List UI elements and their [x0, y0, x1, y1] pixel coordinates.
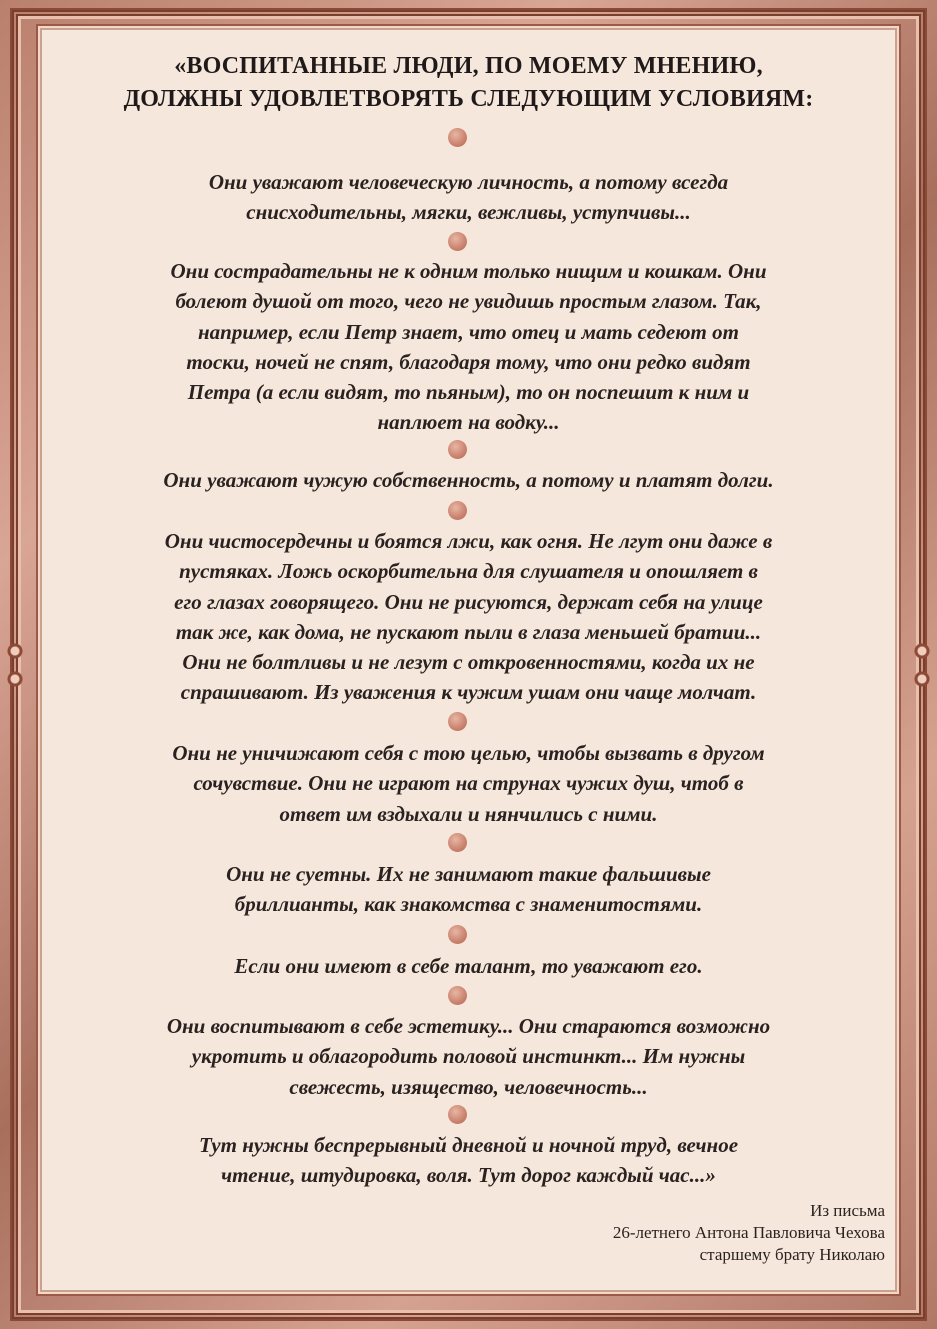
- paragraph-line: например, если Петр знает, что отец и мать седеют от: [198, 319, 739, 344]
- source-signature: [613, 1200, 885, 1266]
- paragraph-line: Они уважают чужую собственность, а потому и платят долги.: [163, 468, 774, 492]
- bullet-dot: [448, 232, 467, 251]
- paragraph-line: Петра (а если видят, то пьяным), то он поспешит к ним и: [187, 380, 750, 405]
- paragraph-line: наплюет на водку...: [377, 410, 560, 435]
- paragraph-3: [42, 465, 895, 495]
- paragraph-line: Тут нужны беспрерывный дневной и ночной труд, вечное: [198, 1133, 739, 1157]
- paragraph-line: Они чистосердечны и боятся лжи, как огня. Не лгут они даже в: [164, 529, 773, 553]
- bullet-dot: [448, 925, 467, 944]
- document-page: [42, 30, 895, 1290]
- paragraph-line: Если они имеют в себе талант, то уважают его.: [234, 954, 703, 978]
- page-title: [42, 50, 895, 116]
- paragraph-7: [42, 951, 895, 981]
- bullet-dot: [448, 833, 467, 852]
- paragraph-line: Они сострадательны не к одним только нищим и кошкам. Они: [170, 259, 767, 283]
- paragraph-1: [42, 167, 895, 228]
- paragraph-line: чтение, штудировка, воля. Тут дорог каждый час...»: [221, 1163, 716, 1188]
- title-line-2: ДОЛЖНЫ УДОВЛЕТВОРЯТЬ СЛЕДУЮЩИМ УСЛОВИЯМ:: [123, 86, 814, 112]
- paragraph-8: [42, 1011, 895, 1102]
- paragraph-line: Они не уничижают себя с тою целью, чтобы вызвать в другом: [172, 741, 765, 765]
- title-line-1: «ВОСПИТАННЫЕ ЛЮДИ, ПО МОЕМУ МНЕНИЮ,: [174, 53, 763, 79]
- paragraph-line: снисходительны, мягки, вежливы, уступчивы...: [246, 200, 691, 225]
- paragraph-line: так же, как дома, не пускают пыли в глаза меньшей братии...: [175, 619, 762, 644]
- paragraph-line: свежесть, изящество, человечность...: [289, 1074, 648, 1099]
- paragraph-line: Они не болтливы и не лезут с откровенностями, когда их не: [182, 650, 755, 675]
- paragraph-line: бриллианты, как знакомства с знаменитостями.: [234, 892, 703, 917]
- bullet-dot: [448, 501, 467, 520]
- paragraph-line: тоски, ночей не спят, благодаря тому, что они редко видят: [186, 349, 751, 374]
- signature-line-1: Из письма: [810, 1201, 885, 1220]
- paragraph-line: Они уважают человеческую личность, а потому всегда: [208, 170, 729, 194]
- frame-ornament-left: [6, 630, 24, 700]
- frame-ornament-right: [913, 630, 931, 700]
- bullet-dot: [448, 986, 467, 1005]
- paragraph-line: сочувствие. Они не играют на струнах чужих душ, чтоб в: [193, 771, 744, 796]
- bullet-dot: [448, 712, 467, 731]
- paragraph-6: [42, 859, 895, 920]
- bullet-dot: [448, 440, 467, 459]
- paragraph-4: [42, 526, 895, 708]
- paragraph-9: [42, 1130, 895, 1191]
- paragraph-line: болеют душой от того, чего не увидишь простым глазом. Так,: [175, 289, 762, 314]
- signature-line-3: старшему брату Николаю: [699, 1245, 885, 1264]
- signature-line-2: 26-летнего Антона Павловича Чехова: [612, 1223, 885, 1242]
- paragraph-line: Они не суетны. Их не занимают такие фальшивые: [226, 862, 711, 886]
- paragraph-5: [42, 738, 895, 829]
- paragraph-line: ответ им вздыхали и нянчились с ними.: [279, 801, 658, 826]
- paragraph-line: укротить и облагородить половой инстинкт... Им нужны: [191, 1044, 746, 1069]
- paragraph-line: спрашивают. Из уважения к чужим ушам они чаще молчат.: [180, 680, 757, 705]
- paragraph-line: его глазах говорящего. Они не рисуются, держат себя на улице: [174, 589, 763, 614]
- paragraph-line: пустяках. Ложь оскорбительна для слушателя и опошляет в: [179, 559, 758, 584]
- paragraph-2: [42, 256, 895, 438]
- bullet-dot: [448, 1105, 467, 1124]
- paragraph-line: Они воспитывают в себе эстетику... Они стараются возможно: [166, 1014, 771, 1038]
- bullet-dot: [448, 128, 467, 147]
